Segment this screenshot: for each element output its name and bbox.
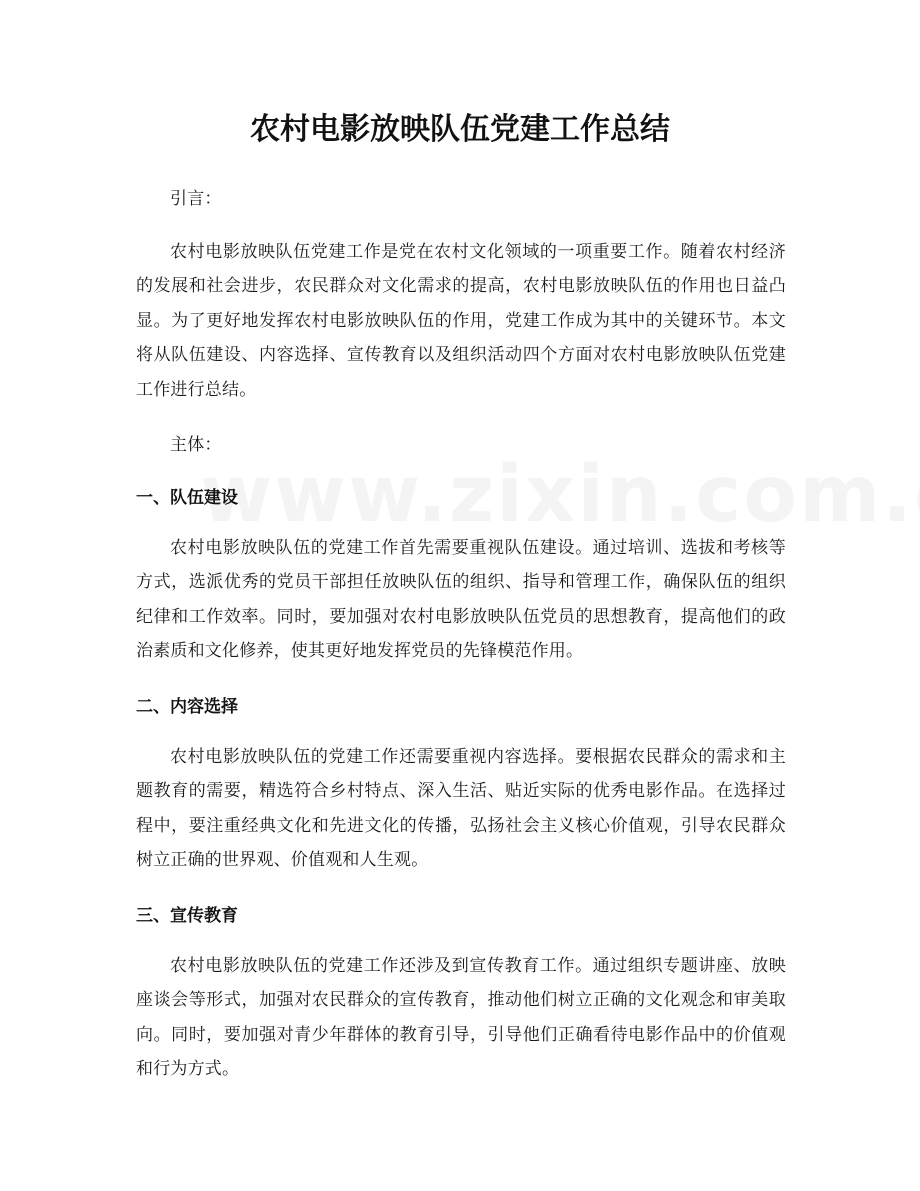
section-team-building [136,481,786,669]
intro-label: 引言： [170,189,222,209]
section-paragraph: 农村电影放映队伍的党建工作还需要重视内容选择。要根据农民群众的需求和主题教育的需要，精选符合乡村特点、深入生活、贴近实际的优秀电影作品。在选择过程中，要注重经典文化和先进文化的传播，弘扬社会主义核心价值观，引导农民群众树立正确的世界观、价值观和人生观。 [136,746,786,870]
section-heading: 三、宣传教育 [136,905,238,926]
body-label: 主体： [170,435,222,455]
section-content-selection [136,690,786,878]
section-paragraph: 农村电影放映队伍的党建工作还涉及到宣传教育工作。通过组织专题讲座、放映座谈会等形式，加强对农民群众的宣传教育，推动他们树立正确的文化观念和审美取向。同时，要加强对青少年群体的教育引导，引导他们正确看待电影作品中的价值观和行为方式。 [136,955,786,1079]
document-body [136,182,786,1108]
section-publicity-education [136,899,786,1087]
document-title: 农村电影放映队伍党建工作总结 [250,112,670,147]
section-paragraph: 农村电影放映队伍的党建工作首先需要重视队伍建设。通过培训、选拔和考核等方式，选派优秀的党员干部担任放映队伍的组织、指导和管理工作，确保队伍的组织纪律和工作效率。同时，要加强对农村电影放映队伍党员的思想教育，提高他们的政治素质和文化修养，使其更好地发挥党员的先锋模范作用。 [136,537,786,661]
section-heading: 一、队伍建设 [136,487,238,508]
section-heading: 二、内容选择 [136,696,238,717]
intro-paragraph: 农村电影放映队伍党建工作是党在农村文化领域的一项重要工作。随着农村经济的发展和社会进步，农民群众对文化需求的提高，农村电影放映队伍的作用也日益凸显。为了更好地发挥农村电影放映队伍的作用，党建工作成为其中的关键环节。本文将从队伍建设、内容选择、宣传教育以及组织活动四个方面对农村电影放映队伍党建工作进行总结。 [136,241,786,400]
